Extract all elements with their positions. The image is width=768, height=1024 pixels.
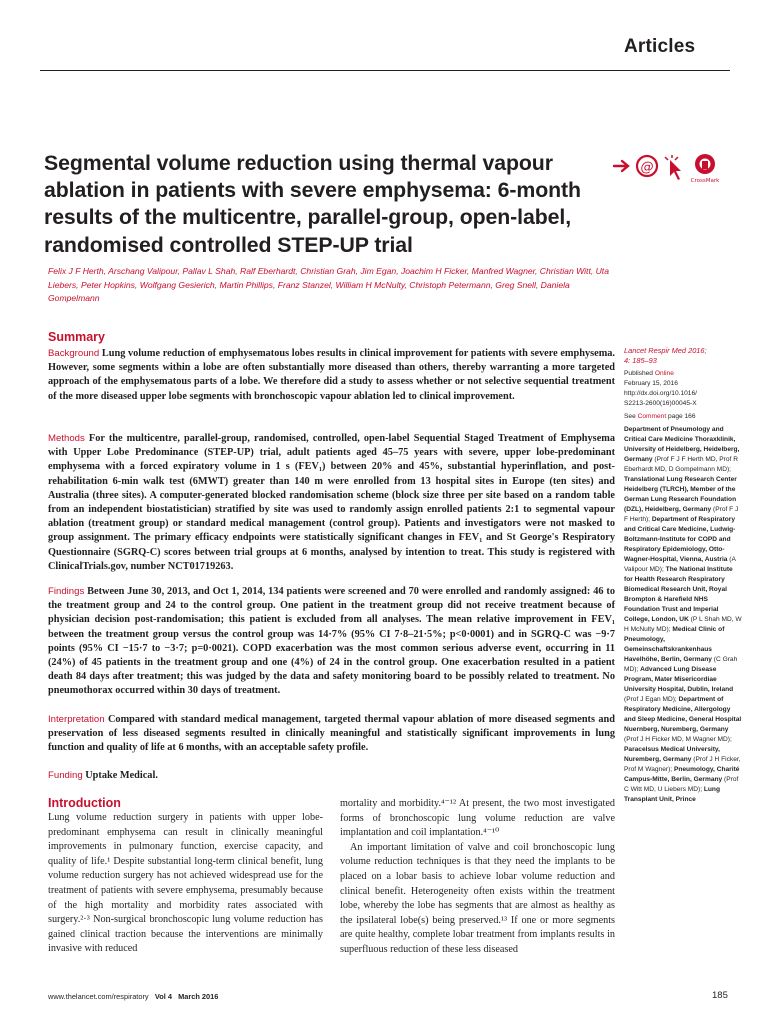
summary-methods bbox=[48, 432, 615, 574]
journal-url[interactable]: www.thelancet.com/respiratory bbox=[48, 992, 149, 1001]
journal-section-label: Articles bbox=[624, 36, 696, 57]
summary-background bbox=[48, 347, 615, 404]
introduction-paragraph-1-end: mortality and morbidity.⁴⁻¹² At present, the two most investigated forms of bronchoscopic lung volume reduction are valve implantation and coil implantation.⁴⁻¹⁰ bbox=[340, 798, 615, 839]
affiliation-members: (C Grah MD); bbox=[624, 656, 738, 673]
citation-line-2: 4: 185–93 bbox=[624, 356, 657, 365]
affiliation-name: Translational Lung Research Center Heidelberg (TLRCH), Member of the German Lung Research Foundation (DZL), Heidelberg, Germany bbox=[624, 476, 737, 513]
see-comment-line bbox=[624, 412, 742, 422]
introduction-heading: Introduction bbox=[48, 796, 121, 810]
affiliation-members: (Prof F J F Herth MD, Prof R Eberhardt MD, D Gompelmann MD); bbox=[624, 456, 738, 473]
affiliation-name: Medical Clinic of Pneumology, Gemeinschaftskrankenhaus Havelhöhe, Berlin, Germany bbox=[624, 626, 725, 663]
article-sidebar bbox=[624, 346, 742, 805]
svg-text:@: @ bbox=[640, 160, 654, 175]
affiliation-name: The National Institute for Health Research Respiratory Biomedical Research Unit, Royal Brompton & Harefield NHS Foundation Trust and Imperial College, London, UK bbox=[624, 566, 733, 623]
issue-date: March 2016 bbox=[178, 992, 219, 1001]
affiliation-name: Pneumology, Charité Campus-Mitte, Berlin, Germany bbox=[624, 766, 740, 783]
summary-heading: Summary bbox=[48, 330, 105, 344]
comment-link[interactable]: Comment bbox=[637, 413, 667, 420]
arrow-icon[interactable] bbox=[614, 161, 628, 171]
volume: Vol 4 bbox=[154, 992, 172, 1001]
affiliation-name: Department of Pneumology and Critical Care Medicine Thoraxklinik, University of Heidelberg, Heidelberg, Germany bbox=[624, 426, 740, 463]
introduction-column-1: Lung volume reduction surgery in patients with upper lobe-predominant emphysema can result in clinically meaningful improvements in pulmonary function, exercise capacity, and quality of life.¹ Despite substantial long-term clinical benefit, lung volume reduction surgery has not achieved widespread use for the treatment of patients with severe emphysema, presumably because of the high mortality and morbidity rates associated with surgery.²·³ Non-surgical bronchoscopic lung volume reduction has gained clinical traction because the interventions are minimally invasive with reduced bbox=[48, 812, 323, 955]
findings-text: Between June 30, 2013, and Oct 1, 2014, 134 patients were screened and 70 were enrolled and randomly assigned: 46 to the treatment group and 24 to the control group. One patient in the treatment group did not receive treatment because of physician decision post-randomisation; this patient is excluded from all analyses. The mean relative improvement in FEV₁ between the treatment group versus the control group was 14·7% (95% CI 7·8–21·5%; p<0·0001) and in SGRQ-C was −9·7 points (95% CI −15·7 to −3·7; p=0·0021). COPD exacerbation was the most common serious adverse event, occurring in 11 (24%) of 45 patients in the treatment group and one (4%) of 24 in the control group. One exacerbation resulted in a patient death 84 days after treatment; this was judged by the data and safety monitoring board to be possibly related to treatment. No pneumothorax occurred within 30 days of treatment. bbox=[48, 586, 615, 697]
background-label: Background bbox=[48, 348, 100, 359]
affiliation-name: Department of Respiratory Medicine, Allergology and Sleep Medicine, General Hospital Nuernberg, Nuremberg, Germany bbox=[624, 696, 742, 733]
funding-label: Funding bbox=[48, 770, 83, 781]
affiliation-members: (Prof J Egan MD); bbox=[624, 696, 677, 703]
affiliation-members: (Prof J H Ficker, Prof M Wagner); bbox=[624, 756, 741, 773]
header-divider bbox=[40, 70, 730, 71]
access-icon[interactable] bbox=[637, 156, 657, 176]
summary-funding bbox=[48, 769, 615, 783]
introduction-paragraph-2: An important limitation of valve and coil bronchoscopic lung volume reduction techniques is that they need the implants to be placed on a lobar basis to achieve lobar volume reduction and clinical benefit. Heterogeneity often exists within the treatment lobe, whereby the lobe has segments that are almost as healthy as the ipsilateral lobe(s) being preserved.¹³ If one or more segments are quite healthy, complete lobar treatment from implants results in superfluous reduction of these less diseased bbox=[340, 841, 615, 955]
citation-line-1: Lancet Respir Med 2016; bbox=[624, 346, 707, 355]
see-suffix: page 166 bbox=[668, 413, 696, 420]
footer-journal-info bbox=[48, 992, 218, 1001]
background-text: Lung volume reduction of emphysematous lobes results in clinical improvement for patients with severe emphysema. However, some segments within a lobe are often substantially more diseased than others, thereby warranting a more targeted approach of the emphysematous parts of a lobe. We therefore did a study to assess whether or not selective sequential treatment of the more diseased upper lobe segments with bronchoscopic vapour ablation led to clinical improvement. bbox=[48, 348, 615, 402]
methods-label: Methods bbox=[48, 433, 85, 444]
affiliation-members: (Prof J H Ficker MD, M Wagner MD); bbox=[624, 736, 732, 743]
affiliation-members: (A Valipour MD); bbox=[624, 556, 736, 573]
crossmark-icon[interactable] bbox=[691, 154, 720, 184]
svg-text:CrossMark: CrossMark bbox=[690, 178, 720, 184]
affiliation-members: (Prof C Witt MD, U Liebers MD); bbox=[624, 776, 739, 793]
affiliation-name: Lung Transplant Unit, Prince bbox=[624, 786, 720, 803]
summary-interpretation bbox=[48, 713, 615, 756]
article-icons-svg bbox=[610, 152, 740, 188]
summary-findings bbox=[48, 585, 615, 699]
click-icon[interactable] bbox=[665, 155, 681, 180]
introduction-column-2 bbox=[340, 797, 615, 958]
affiliation-members: (P L Shah MD, W H McNulty MD); bbox=[624, 616, 742, 633]
affiliation-members: (Prof F J F Herth); bbox=[624, 506, 739, 523]
affiliations bbox=[624, 425, 742, 805]
doi-line-2[interactable]: S2213-2600(16)00045-X bbox=[624, 400, 697, 407]
affiliation-name: Paracelsus Medical University, Nuremberg, Germany bbox=[624, 746, 720, 763]
interpretation-text: Compared with standard medical management, targeted thermal vapour ablation of more diseased segments and preservation of less diseased segments resulted in clinically meaningful and statistically significant improvements in lung function and quality of life at 6 months, with an acceptable safety profile. bbox=[48, 714, 616, 754]
affiliation-name: Department of Respiratory and Critical Care Medicine, Ludwig-Boltzmann-Institute for COPD and Respiratory Epidemiology, Otto-Wagner-Hospital, Vienna, Austria bbox=[624, 516, 736, 563]
doi-line-1[interactable]: http://dx.doi.org/10.1016/ bbox=[624, 390, 697, 397]
author-list: Felix J F Herth, Arschang Valipour, Pallav L Shah, Ralf Eberhardt, Christian Grah, Jim Egan, Joachim H Ficker, Manfred Wagner, Christian Witt, Uta Liebers, Peter Hopkins, Wolfgang Gesierich, Martin Phillips, Franz Stanzel, William H McNulty, Christoph Petermann, Greg Snell, Daniela Gompelmann bbox=[48, 266, 609, 303]
findings-label: Findings bbox=[48, 586, 85, 597]
published-prefix: Published bbox=[624, 370, 653, 377]
funding-text: Uptake Medical. bbox=[85, 770, 158, 781]
page-number: 185 bbox=[712, 990, 728, 1001]
see-prefix: See bbox=[624, 413, 636, 420]
published-online-link[interactable]: Online bbox=[654, 370, 674, 377]
interpretation-label: Interpretation bbox=[48, 714, 105, 725]
published-line bbox=[624, 369, 742, 379]
article-icons bbox=[610, 152, 740, 188]
article-title: Segmental volume reduction using thermal vapour ablation in patients with severe emphysema: 6-month results of the multicentre, parallel-group, open-label, randomised controlled STEP-UP trial bbox=[44, 151, 581, 257]
affiliation-name: Advanced Lung Disease Program, Mater Misericordiae University Hospital, Dublin, Ireland bbox=[624, 666, 734, 693]
published-date: February 15, 2016 bbox=[624, 380, 678, 387]
methods-text: For the multicentre, parallel-group, randomised, controlled, open-label Sequential Staged Treatment of Emphysema with Upper Lobe Predominance (STEP-UP) trial, adult patients aged 45–75 years with severe, upper lobe-predominant emphysema with a forced expiratory volume in 1 s (FEV₁) between 20% and 45%, substantial hyperinflation, and post-rehabilitation 6-min walk test (6MWT) greater than 140 m were enrolled from 13 hospital sites in Europe (ten sites) and Australia (three sites). A computer-generated blocked randomisation scheme (block size three per site based on a random table from an independent biostatistician) stratified by site was used to randomly assign enrolled patients 2:1 to segmental vapour ablation (treatment group) or standard medical management (control group). Patients and investigators were not masked to group assignment. The primary efficacy endpoints were statistically significant changes in FEV₁ and St George's Respiratory Questionnaire (SGRQ-C) scores between trial groups at 6 months, analysed by intention to treat. This study is registered with ClinicalTrials.gov, number NCT01719263. bbox=[48, 433, 615, 572]
